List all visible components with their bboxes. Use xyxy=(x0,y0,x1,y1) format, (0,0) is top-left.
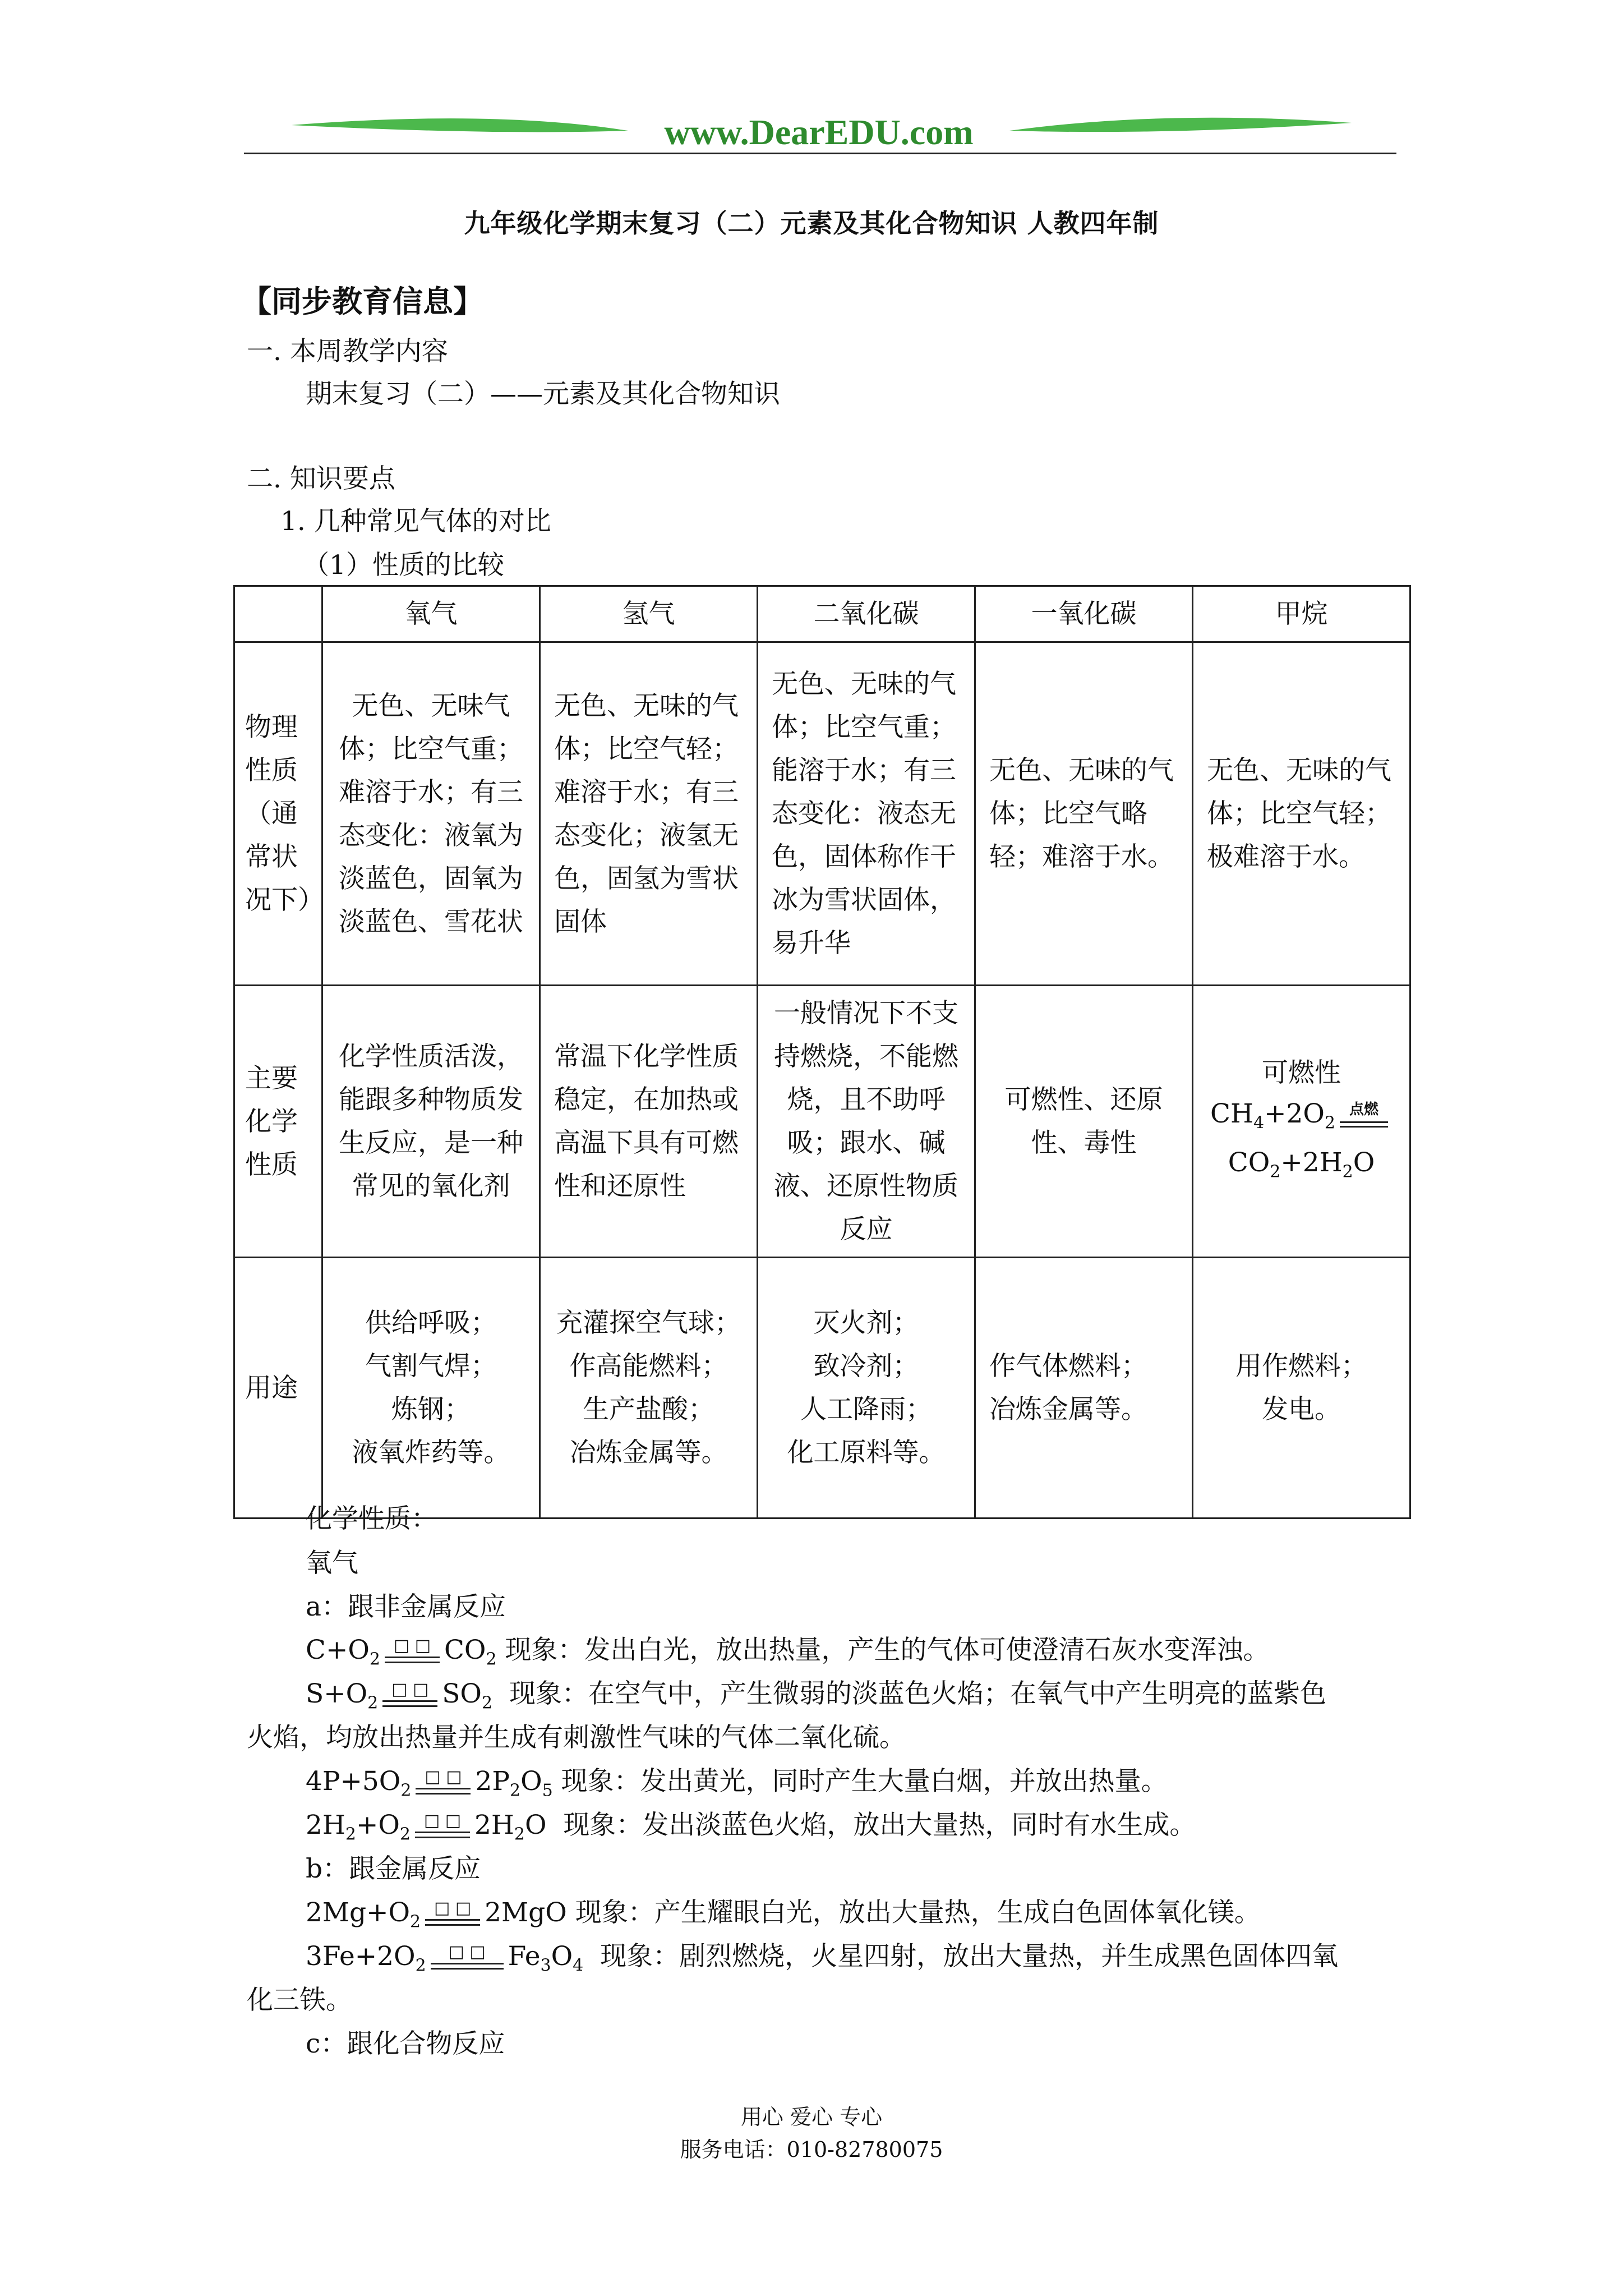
table-cell: 一般情况下不支持燃烧，不能燃烧，且不助呼吸；跟水、碱液、还原性物质反应 xyxy=(758,986,975,1258)
equation-hydrogen: $2H_2+O_2$ □ □ $2H_2O$ 现象：发出淡蓝色火焰，放出大量热，同时有水生成。 xyxy=(306,1810,1196,1844)
table-cell: 常温下化学性质稳定，在加热或高温下具有可燃性和还原性 xyxy=(540,986,758,1258)
equation-magnesium: $2Mg+O_2$ □ □ 2MgO 现象：产生耀眼白光，放出大量热，生成白色固体氧化镁。 xyxy=(306,1897,1261,1932)
section-sync-info: 【同步教育信息】 xyxy=(241,283,483,319)
table-cell: 无色、无味的气体；比空气轻；难溶于水；有三态变化；液氢无色，固氢为雪状固体 xyxy=(540,642,758,986)
header-divider xyxy=(244,153,1396,154)
reaction-group-b: b：跟金属反应 xyxy=(306,1853,481,1884)
table-row xyxy=(234,1258,1410,1519)
chem-heading: 化学性质： xyxy=(306,1503,437,1534)
gas-comparison-table xyxy=(233,585,1411,1519)
equation-phosphorus: $4P+5O_2$ □ □ $2P_2O_5$ 现象：发出黄光，同时产生大量白烟，并放出热量。 xyxy=(306,1766,1168,1801)
table-cell: 充灌探空气球； 作高能燃料； 生产盐酸； 冶炼金属等。 xyxy=(540,1258,758,1519)
oxygen-label: 氧气 xyxy=(306,1548,358,1579)
equation-sulfur-cont: 火焰，均放出热量并生成有刺激性气味的气体二氧化硫。 xyxy=(247,1722,906,1753)
table-cell: 化学性质活泼，能跟多种物质发生反应，是一种常见的氧化剂 xyxy=(322,986,540,1258)
methane-equation: $CH_4+2O_2$ 点燃 $CO_2+2H_2O$ xyxy=(1207,1094,1396,1191)
table-row xyxy=(234,986,1410,1258)
header-cell: 二氧化碳 xyxy=(758,586,975,642)
header-cell: 甲烷 xyxy=(1193,586,1410,642)
footer-phone: 服务电话：010-82780075 xyxy=(680,2137,943,2162)
heading-key-points: 二. 知识要点 xyxy=(247,463,395,494)
table-cell: 无色、无味的气体；比空气略轻；难溶于水。 xyxy=(975,642,1193,986)
row-header: 物理性质（通常状况下） xyxy=(234,642,322,986)
week-content: 期末复习（二）——元素及其化合物知识 xyxy=(306,379,780,409)
methane-property: 可燃性 xyxy=(1262,1057,1341,1089)
table-cell: 用作燃料； 发电。 xyxy=(1193,1258,1410,1519)
reaction-group-c: c：跟化合物反应 xyxy=(306,2028,505,2059)
equation-sulfur: $S+O_2$ □ □ $SO_2$ 现象：在空气中，产生微弱的淡蓝色火焰；在氧气中产生明亮的蓝紫色 xyxy=(306,1678,1326,1713)
row-header: 用途 xyxy=(234,1258,322,1519)
table-cell: 作气体燃料； 冶炼金属等。 xyxy=(975,1258,1193,1519)
table-cell: 可燃性、还原性、毒性 xyxy=(975,986,1193,1258)
header-cell: 氧气 xyxy=(322,586,540,642)
equation-iron: $3Fe+2O_2$ □ □ $Fe_3O_4$ 现象：剧烈燃烧，火星四射，放出大量热，并生成黑色固体四氧 xyxy=(306,1941,1339,1976)
subheading-property-compare: （1）性质的比较 xyxy=(303,550,504,581)
reaction-arrow: 点燃 xyxy=(1340,1105,1388,1128)
table-cell: 灭火剂； 致冷剂； 人工降雨； 化工原料等。 xyxy=(758,1258,975,1519)
page-title: 九年级化学期末复习（二）元素及其化合物知识 人教四年制 xyxy=(464,208,1159,238)
table-cell: 无色、无味气体；比空气重；难溶于水；有三态变化：液氧为淡蓝色，固氧为淡蓝色、雪花状 xyxy=(322,642,540,986)
header-cell xyxy=(234,586,322,642)
heading-week-content: 一. 本周教学内容 xyxy=(247,336,448,367)
header-cell: 一氧化碳 xyxy=(975,586,1193,642)
row-header: 主要化学性质 xyxy=(234,986,322,1258)
table-cell: 无色、无味的气体；比空气重；能溶于水；有三态变化：液态无色，固体称作干冰为雪状固体，易升华 xyxy=(758,642,975,986)
table-row xyxy=(234,642,1410,986)
table-cell: 无色、无味的气体；比空气轻；极难溶于水。 xyxy=(1193,642,1410,986)
table-cell: 供给呼吸； 气割气焊； 炼钢； 液氧炸药等。 xyxy=(322,1258,540,1519)
footer-slogan: 用心 爱心 专心 xyxy=(740,2105,883,2129)
equation-iron-cont: 化三铁。 xyxy=(247,1985,352,2016)
table-header-row xyxy=(234,586,1410,642)
equation-carbon: $C+O_2$ □ □ $CO_2$ 现象：发出白光，放出热量，产生的气体可使澄清石灰水变浑浊。 xyxy=(306,1635,1270,1669)
subheading-gas-compare: 1. 几种常见气体的对比 xyxy=(280,506,551,537)
reaction-group-a: a：跟非金属反应 xyxy=(306,1591,506,1622)
table-cell-methane xyxy=(1193,986,1410,1258)
logo-text: www.DearEDU.com xyxy=(664,112,974,152)
header-cell: 氢气 xyxy=(540,586,758,642)
